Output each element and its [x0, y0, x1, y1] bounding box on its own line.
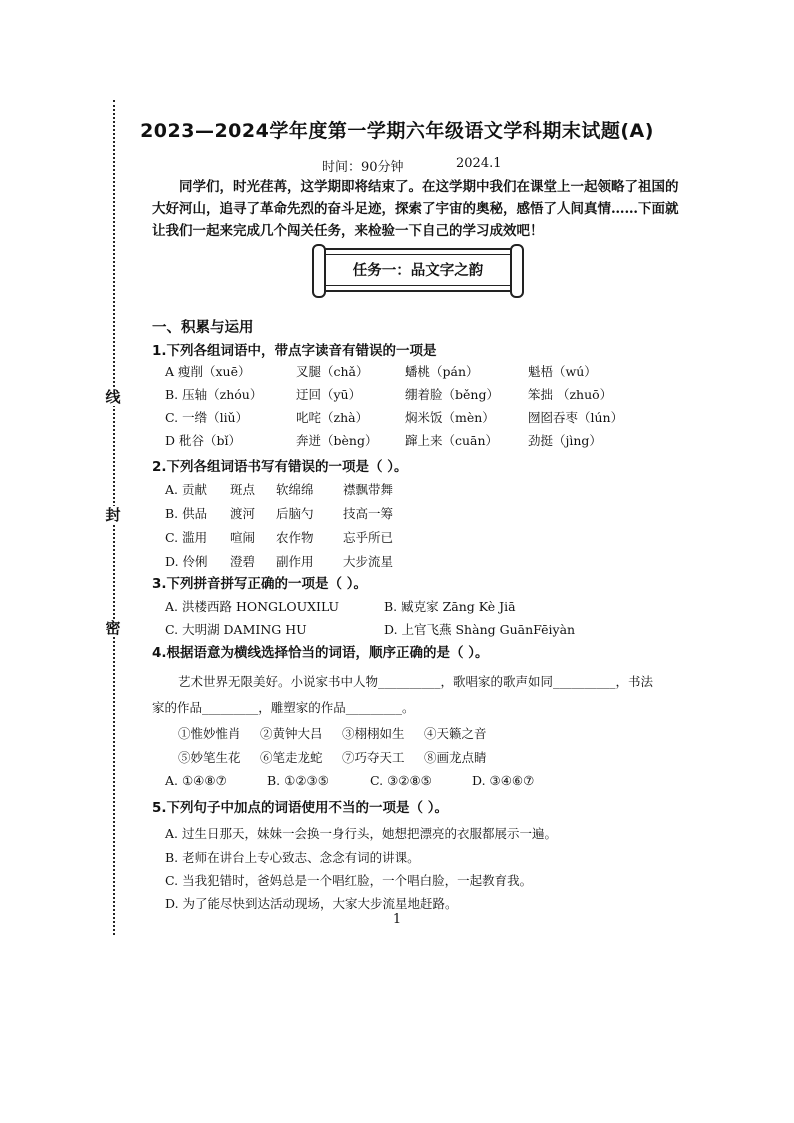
margin-char-xian: 线 [105, 388, 121, 406]
intro-line-3: 让我们一起来完成几个闯关任务，来检验一下自己的学习成效吧！ [152, 223, 544, 239]
q3-c: C. 大明湖 DAMING HU [165, 622, 307, 637]
q1-d-2: 奔迸（bèng） [296, 433, 378, 448]
q4-paragraph-line-1: 艺术世界无限美好。小说家书中人物__________，歌唱家的歌声如同__________，书法 [178, 674, 654, 689]
q2-d-2: 澄碧 [230, 554, 256, 569]
q4-answer-b: B. ①②③⑤ [267, 773, 329, 788]
q1-a-3: 蟠桃（pán） [405, 364, 479, 379]
page-number: 1 [392, 912, 402, 927]
q1-a-4: 魁梧（wú） [528, 364, 597, 379]
q4-choice-7: ⑦巧夺天工 [342, 750, 405, 765]
q4-paragraph-line-2: 家的作品_________，雕塑家的作品_________。 [152, 700, 415, 715]
q1-d-4: 劲挺（jìng） [528, 433, 602, 448]
q1-c-2: 叱咤（zhà） [296, 410, 369, 425]
q2-c-1: C. 滥用 [165, 530, 208, 545]
q4-choice-2: ②黄钟大吕 [260, 726, 323, 741]
q5-c: C. 当我犯错时，爸妈总是一个唱红脸，一个唱白脸，一起教育我。 [165, 873, 533, 888]
q2-a-2: 斑点 [230, 482, 256, 497]
q5-a: A. 过生日那天，妹妹一会换一身行头，她想把漂亮的衣服都展示一遍。 [165, 826, 557, 841]
q4-choice-3: ③栩栩如生 [342, 726, 405, 741]
q4-choice-5: ⑤妙笔生花 [178, 750, 241, 765]
q1-b-3: 绷着脸（běng） [405, 387, 499, 402]
q2-d-4: 大步流星 [343, 554, 394, 569]
section-heading: 一、积累与运用 [152, 320, 254, 336]
margin-char-feng: 封 [105, 506, 121, 524]
q2-a-4: 襟飘带舞 [343, 482, 394, 497]
q5-b: B. 老师在讲台上专心致志、念念有词的讲课。 [165, 850, 420, 865]
q2-c-3: 农作物 [276, 530, 314, 545]
q4-answer-a: A. ①④⑧⑦ [165, 773, 227, 788]
q1-c-1: C. 一绺（liǔ） [165, 410, 249, 425]
q1-b-1: B. 压轴（zhóu） [165, 387, 263, 402]
q1-c-4: 囫囵吞枣（lún） [528, 410, 624, 425]
q1-b-2: 迂回（yū） [296, 387, 362, 402]
q1-stem: 1.下列各组词语中，带点字读音有错误的一项是 [152, 343, 437, 359]
q2-c-2: 喧闹 [230, 530, 256, 545]
q1-c-3: 焖米饭（mèn） [405, 410, 495, 425]
intro-line-1: 同学们，时光荏苒，这学期即将结束了。在这学期中我们在课堂上一起领略了祖国的 [179, 179, 679, 195]
q5-d: D. 为了能尽快到达活动现场，大家大步流星地赶路。 [165, 896, 458, 911]
q4-stem: 4.根据语意为横线选择恰当的词语，顺序正确的是（ ）。 [152, 645, 489, 661]
exam-time: 时间：90分钟 [322, 160, 404, 175]
q2-d-1: D. 伶俐 [165, 554, 208, 569]
q2-a-1: A. 贡献 [165, 482, 207, 497]
q4-answer-d: D. ③④⑥⑦ [472, 773, 535, 788]
q2-b-4: 技高一筹 [343, 506, 394, 521]
q2-stem: 2.下列各组词语书写有错误的一项是（ ）。 [152, 459, 408, 475]
q1-b-4: 笨拙 （zhuō） [528, 387, 613, 402]
q1-a-1: A 瘦削（xuē） [165, 364, 251, 379]
margin-char-mi: 密 [105, 619, 121, 637]
q5-stem: 5.下列句子中加点的词语使用不当的一项是（ ）。 [152, 800, 448, 816]
q1-d-1: D 秕谷（bǐ） [165, 433, 241, 448]
q1-a-2: 叉腿（chǎ） [296, 364, 369, 379]
q3-stem: 3.下列拼音拼写正确的一项是（ ）。 [152, 576, 367, 592]
intro-line-2: 大好河山，追寻了革命先烈的奋斗足迹，探索了宇宙的奥秘，感悟了人间真情……下面就 [152, 201, 679, 217]
exam-title: 2023—2024学年度第一学期六年级语文学科期末试题(A) [140, 120, 654, 142]
q1-d-3: 蹿上来（cuān） [405, 433, 499, 448]
q4-choice-4: ④天籁之音 [424, 726, 487, 741]
q2-d-3: 副作用 [276, 554, 314, 569]
q2-b-1: B. 供品 [165, 506, 208, 521]
task-banner-title: 任务一：品文字之韵 [352, 263, 484, 279]
q2-b-3: 后脑勺 [276, 506, 314, 521]
q2-c-4: 忘乎所已 [343, 530, 394, 545]
q2-a-3: 软绵绵 [276, 482, 314, 497]
q4-answer-c: C. ③②⑧⑤ [370, 773, 432, 788]
q3-b: B. 臧克家 Zāng Kè Jiā [384, 599, 516, 614]
exam-date: 2024.1 [456, 156, 502, 171]
q4-choice-8: ⑧画龙点睛 [424, 750, 487, 765]
q4-choice-1: ①惟妙惟肖 [178, 726, 241, 741]
q2-b-2: 渡河 [230, 506, 256, 521]
q3-d: D. 上官飞燕 Shàng GuānFēiyàn [384, 622, 576, 637]
q3-a: A. 洪楼西路 HONGLOUXILU [165, 599, 340, 614]
q4-choice-6: ⑥笔走龙蛇 [260, 750, 323, 765]
task-banner [317, 248, 519, 292]
